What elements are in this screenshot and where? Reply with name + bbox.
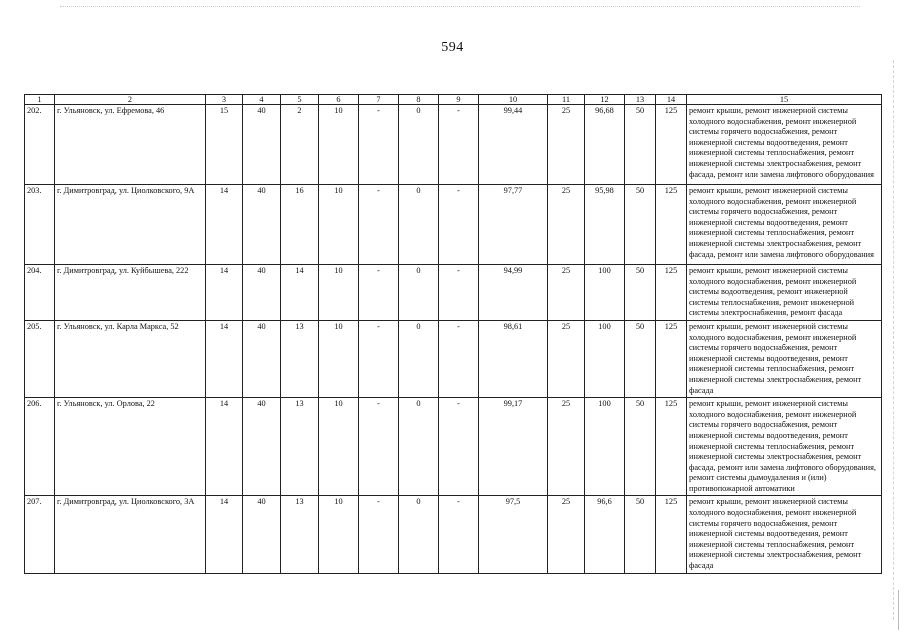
value-cell: 14 bbox=[281, 265, 319, 321]
value-cell: 15 bbox=[206, 105, 243, 185]
header-cell: 2 bbox=[55, 95, 206, 105]
value-cell: 50 bbox=[625, 398, 656, 496]
value-cell: 98,61 bbox=[479, 320, 548, 397]
value-cell: 14 bbox=[206, 320, 243, 397]
value-cell: 40 bbox=[243, 185, 281, 265]
value-cell: 100 bbox=[585, 265, 625, 321]
header-cell: 8 bbox=[399, 95, 439, 105]
table-row bbox=[25, 105, 882, 185]
row-number: 205. bbox=[25, 320, 55, 397]
value-cell: 50 bbox=[625, 105, 656, 185]
header-cell: 14 bbox=[656, 95, 687, 105]
header-cell: 15 bbox=[687, 95, 882, 105]
value-cell: - bbox=[439, 320, 479, 397]
row-number: 204. bbox=[25, 265, 55, 321]
row-number: 203. bbox=[25, 185, 55, 265]
address-cell: г. Димитровград, ул. Циолковского, 3А bbox=[55, 496, 206, 573]
value-cell: 14 bbox=[206, 265, 243, 321]
value-cell: 10 bbox=[319, 185, 359, 265]
value-cell: 99,17 bbox=[479, 398, 548, 496]
header-row bbox=[25, 95, 882, 105]
works-cell: ремонт крыши, ремонт инженерной системы холодного водоснабжения, ремонт инженерной системы горячего водоснабжения, ремонт инженерной системы водоотведения, ремонт инженерной системы теплоснабжения, ремонт инженерной системы электроснабжения, ремонт фасада, ремонт или замена лифтового оборудования bbox=[687, 185, 882, 265]
value-cell: - bbox=[439, 496, 479, 573]
value-cell: 96,68 bbox=[585, 105, 625, 185]
value-cell: 14 bbox=[206, 496, 243, 573]
scan-edge-mark bbox=[898, 590, 899, 630]
value-cell: 125 bbox=[656, 105, 687, 185]
value-cell: 25 bbox=[548, 320, 585, 397]
value-cell: 125 bbox=[656, 265, 687, 321]
address-cell: г. Ульяновск, ул. Орлова, 22 bbox=[55, 398, 206, 496]
address-cell: г. Димитровград, ул. Куйбышева, 222 bbox=[55, 265, 206, 321]
value-cell: - bbox=[359, 105, 399, 185]
address-cell: г. Ульяновск, ул. Карла Маркса, 52 bbox=[55, 320, 206, 397]
table-row bbox=[25, 320, 882, 397]
value-cell: 97,5 bbox=[479, 496, 548, 573]
value-cell: - bbox=[359, 398, 399, 496]
value-cell: 0 bbox=[399, 496, 439, 573]
value-cell: 96,6 bbox=[585, 496, 625, 573]
value-cell: 125 bbox=[656, 320, 687, 397]
page-number: 594 bbox=[441, 40, 464, 55]
value-cell: 0 bbox=[399, 398, 439, 496]
value-cell: 125 bbox=[656, 185, 687, 265]
value-cell: 14 bbox=[206, 398, 243, 496]
header-cell: 9 bbox=[439, 95, 479, 105]
value-cell: 10 bbox=[319, 320, 359, 397]
row-number: 207. bbox=[25, 496, 55, 573]
value-cell: - bbox=[439, 265, 479, 321]
value-cell: 13 bbox=[281, 320, 319, 397]
value-cell: 100 bbox=[585, 320, 625, 397]
value-cell: 10 bbox=[319, 105, 359, 185]
value-cell: 25 bbox=[548, 398, 585, 496]
value-cell: 97,77 bbox=[479, 185, 548, 265]
value-cell: 125 bbox=[656, 398, 687, 496]
value-cell: - bbox=[439, 185, 479, 265]
value-cell: 25 bbox=[548, 105, 585, 185]
value-cell: - bbox=[359, 496, 399, 573]
value-cell: 2 bbox=[281, 105, 319, 185]
value-cell: - bbox=[359, 320, 399, 397]
value-cell: 10 bbox=[319, 265, 359, 321]
value-cell: - bbox=[439, 105, 479, 185]
works-cell: ремонт крыши, ремонт инженерной системы холодного водоснабжения, ремонт инженерной системы горячего водоснабжения, ремонт инженерной системы водоотведения, ремонт инженерной системы теплоснабжения, ремонт инженерной системы электроснабжения, ремонт фасада, ремонт или замена лифтового оборудования, ремонт системы дымоудаления и (или) противопожарной автоматики bbox=[687, 398, 882, 496]
value-cell: 95,98 bbox=[585, 185, 625, 265]
value-cell: 0 bbox=[399, 185, 439, 265]
value-cell: - bbox=[439, 398, 479, 496]
table-row bbox=[25, 185, 882, 265]
table-row bbox=[25, 496, 882, 573]
row-number: 206. bbox=[25, 398, 55, 496]
value-cell: 40 bbox=[243, 496, 281, 573]
value-cell: 0 bbox=[399, 320, 439, 397]
value-cell: 40 bbox=[243, 320, 281, 397]
value-cell: 25 bbox=[548, 265, 585, 321]
value-cell: 99,44 bbox=[479, 105, 548, 185]
value-cell: 94,99 bbox=[479, 265, 548, 321]
table-row bbox=[25, 398, 882, 496]
table-row bbox=[25, 265, 882, 321]
header-cell: 11 bbox=[548, 95, 585, 105]
value-cell: 25 bbox=[548, 185, 585, 265]
value-cell: - bbox=[359, 185, 399, 265]
value-cell: 125 bbox=[656, 496, 687, 573]
value-cell: 13 bbox=[281, 398, 319, 496]
value-cell: 40 bbox=[243, 265, 281, 321]
scan-edge-line bbox=[893, 60, 895, 620]
header-cell: 4 bbox=[243, 95, 281, 105]
value-cell: 16 bbox=[281, 185, 319, 265]
header-cell: 5 bbox=[281, 95, 319, 105]
scan-artifact-line bbox=[60, 6, 860, 11]
header-cell: 7 bbox=[359, 95, 399, 105]
header-cell: 10 bbox=[479, 95, 548, 105]
value-cell: 50 bbox=[625, 265, 656, 321]
header-cell: 1 bbox=[25, 95, 55, 105]
works-cell: ремонт крыши, ремонт инженерной системы холодного водоснабжения, ремонт инженерной системы горячего водоснабжения, ремонт инженерной системы водоотведения, ремонт инженерной системы теплоснабжения, ремонт инженерной системы электроснабжения, ремонт фасада bbox=[687, 496, 882, 573]
value-cell: 10 bbox=[319, 398, 359, 496]
value-cell: 40 bbox=[243, 398, 281, 496]
works-cell: ремонт крыши, ремонт инженерной системы холодного водоснабжения, ремонт инженерной системы горячего водоснабжения, ремонт инженерной системы водоотведения, ремонт инженерной системы теплоснабжения, ремонт инженерной системы электроснабжения, ремонт фасада, ремонт или замена лифтового оборудования bbox=[687, 105, 882, 185]
value-cell: 0 bbox=[399, 105, 439, 185]
value-cell: 0 bbox=[399, 265, 439, 321]
value-cell: - bbox=[359, 265, 399, 321]
value-cell: 50 bbox=[625, 320, 656, 397]
address-cell: г. Димитровград, ул. Циолковского, 9А bbox=[55, 185, 206, 265]
header-cell: 12 bbox=[585, 95, 625, 105]
works-table bbox=[24, 94, 882, 574]
value-cell: 40 bbox=[243, 105, 281, 185]
header-cell: 3 bbox=[206, 95, 243, 105]
value-cell: 14 bbox=[206, 185, 243, 265]
value-cell: 10 bbox=[319, 496, 359, 573]
address-cell: г. Ульяновск, ул. Ефремова, 46 bbox=[55, 105, 206, 185]
value-cell: 25 bbox=[548, 496, 585, 573]
header-cell: 6 bbox=[319, 95, 359, 105]
row-number: 202. bbox=[25, 105, 55, 185]
works-cell: ремонт крыши, ремонт инженерной системы холодного водоснабжения, ремонт инженерной системы водоотведения, ремонт инженерной системы теплоснабжения, ремонт инженерной системы электроснабжения, ремонт фасада bbox=[687, 265, 882, 321]
value-cell: 50 bbox=[625, 185, 656, 265]
value-cell: 50 bbox=[625, 496, 656, 573]
works-cell: ремонт крыши, ремонт инженерной системы холодного водоснабжения, ремонт инженерной системы горячего водоснабжения, ремонт инженерной системы водоотведения, ремонт инженерной системы теплоснабжения, ремонт инженерной системы электроснабжения, ремонт фасада bbox=[687, 320, 882, 397]
header-cell: 13 bbox=[625, 95, 656, 105]
value-cell: 100 bbox=[585, 398, 625, 496]
value-cell: 13 bbox=[281, 496, 319, 573]
